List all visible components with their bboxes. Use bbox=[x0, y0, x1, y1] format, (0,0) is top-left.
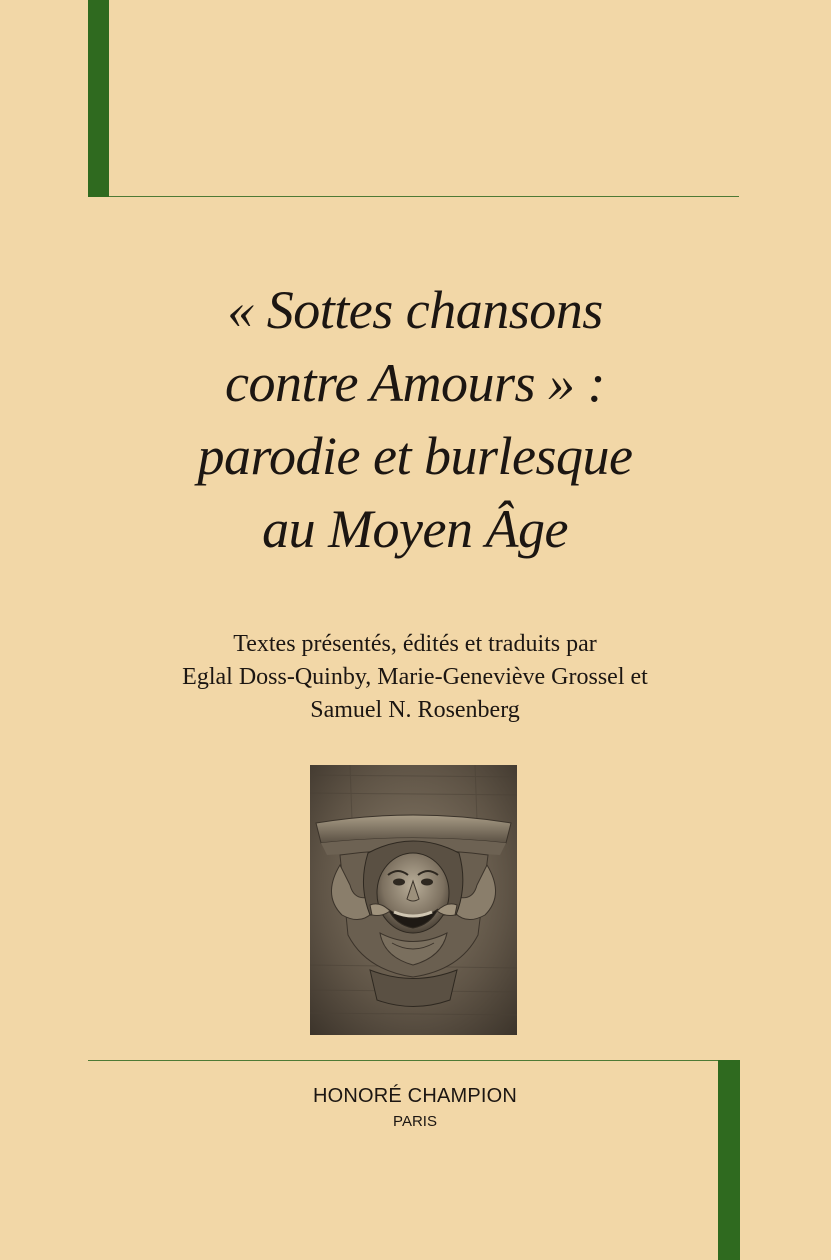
title-line-4: au Moyen Âge bbox=[262, 499, 568, 559]
top-rule bbox=[109, 196, 739, 197]
credit-line-1: Textes présentés, édités et traduits par bbox=[233, 631, 597, 657]
book-title bbox=[110, 274, 720, 566]
title-line-1: « Sottes chansons bbox=[227, 280, 603, 340]
editor-credits bbox=[110, 628, 720, 727]
bottom-rule bbox=[88, 1060, 718, 1061]
cover-illustration bbox=[310, 765, 517, 1035]
title-line-3: parodie et burlesque bbox=[197, 426, 633, 486]
publisher-city: PARIS bbox=[393, 1113, 437, 1130]
credit-line-2: Eglal Doss-Quinby, Marie-Geneviève Grossel et bbox=[182, 664, 648, 690]
carved-face-icon bbox=[310, 765, 517, 1035]
bottom-accent-bar bbox=[718, 1060, 740, 1260]
publisher-name: HONORÉ CHAMPION bbox=[312, 1085, 518, 1107]
top-accent-bar bbox=[88, 0, 109, 197]
title-line-2: contre Amours » : bbox=[225, 353, 605, 413]
credit-line-3: Samuel N. Rosenberg bbox=[310, 697, 520, 723]
